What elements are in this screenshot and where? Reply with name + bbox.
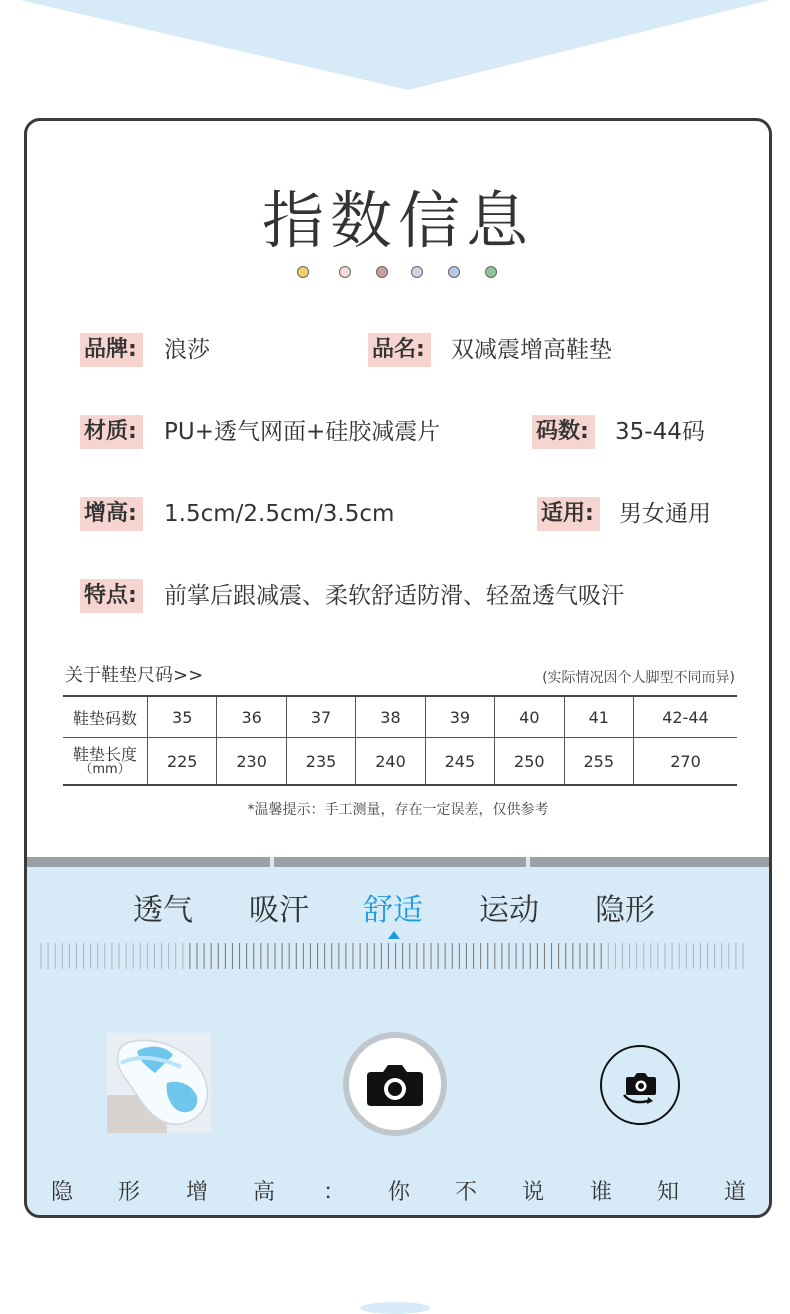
bottom-decoration bbox=[360, 1302, 430, 1314]
size-cell: 42-44 bbox=[633, 696, 737, 738]
length-cell: 235 bbox=[286, 738, 355, 786]
color-dot bbox=[376, 266, 388, 278]
size-cell: 36 bbox=[217, 696, 286, 738]
size-cell: 37 bbox=[286, 696, 355, 738]
length-cell: 240 bbox=[356, 738, 425, 786]
shutter-face bbox=[349, 1038, 441, 1130]
slogan-char: 谁 bbox=[590, 1180, 613, 1205]
length-cell: 245 bbox=[425, 738, 494, 786]
feature-label: 特点: bbox=[80, 579, 143, 613]
material-value: PU+透气网面+硅胶减震片 bbox=[164, 419, 441, 445]
mode-sport[interactable]: 运动 bbox=[479, 893, 539, 928]
length-cell: 270 bbox=[670, 751, 701, 771]
height-label: 增高: bbox=[80, 497, 143, 531]
size-row bbox=[63, 696, 737, 738]
camera-switch-icon bbox=[602, 1047, 678, 1123]
insole-image bbox=[107, 1033, 211, 1133]
size-row-header: 鞋垫码数 bbox=[63, 696, 148, 738]
slogan-char: 增 bbox=[186, 1180, 209, 1205]
material-label: 材质: bbox=[80, 415, 143, 449]
fit-label: 适用: bbox=[537, 497, 600, 531]
slogan-char: 形 bbox=[118, 1180, 141, 1205]
color-dots bbox=[27, 266, 769, 280]
segment bbox=[530, 857, 769, 867]
shutter-button[interactable] bbox=[343, 1032, 447, 1136]
height-value: 1.5cm/2.5cm/3.5cm bbox=[164, 501, 395, 527]
camera-panel bbox=[27, 857, 769, 1215]
feature-value: 前掌后跟减震、柔软舒适防滑、轻盈透气吸汗 bbox=[164, 583, 624, 609]
slogan-char: 隐 bbox=[51, 1180, 74, 1205]
slogan-char: 高 bbox=[253, 1180, 276, 1205]
color-dot bbox=[339, 266, 351, 278]
segment-bar bbox=[27, 857, 769, 867]
measurement-tip: *温馨提示：手工测量，存在一定误差，仅供参考 bbox=[247, 802, 549, 818]
slogan-char: 道 bbox=[724, 1180, 747, 1205]
size-cell: 40 bbox=[495, 696, 564, 738]
brand-value: 浪莎 bbox=[164, 337, 210, 363]
size-value: 35-44码 bbox=[615, 419, 705, 445]
brand-label: 品牌: bbox=[80, 333, 143, 367]
length-cell: 230 bbox=[217, 738, 286, 786]
segment bbox=[274, 857, 526, 867]
name-label: 品名: bbox=[368, 333, 431, 367]
camera-icon bbox=[349, 1038, 441, 1130]
size-cell: 38 bbox=[356, 696, 425, 738]
gallery-thumbnail[interactable] bbox=[107, 1033, 211, 1133]
length-row bbox=[63, 738, 737, 786]
size-cell: 35 bbox=[148, 696, 217, 738]
mode-invisible[interactable]: 隐形 bbox=[595, 893, 655, 928]
length-cell: 250 bbox=[495, 738, 564, 786]
top-banner-chevron bbox=[0, 0, 790, 92]
slogan-char: 你 bbox=[388, 1180, 411, 1205]
slogan-char: 知 bbox=[657, 1180, 680, 1205]
slogan bbox=[27, 1175, 769, 1205]
mode-breathable[interactable]: 透气 bbox=[133, 893, 193, 928]
fit-value: 男女通用 bbox=[619, 501, 711, 527]
segment bbox=[27, 857, 270, 867]
color-dot bbox=[297, 266, 309, 278]
switch-camera-button[interactable] bbox=[600, 1045, 680, 1125]
size-cell: 41 bbox=[564, 696, 633, 738]
size-chart-heading: 关于鞋垫尺码>> bbox=[65, 665, 204, 686]
slogan-char: 说 bbox=[522, 1180, 545, 1205]
name-value: 双减震增高鞋垫 bbox=[451, 337, 612, 363]
zoom-ruler[interactable] bbox=[39, 943, 745, 969]
color-dot bbox=[411, 266, 423, 278]
slogan-char: ： bbox=[323, 1180, 346, 1205]
size-cell: 39 bbox=[425, 696, 494, 738]
color-dot bbox=[485, 266, 497, 278]
page-title: 指数信息 bbox=[261, 184, 534, 257]
length-cell: 255 bbox=[564, 738, 633, 786]
size-table bbox=[63, 695, 737, 786]
slogan-char: 不 bbox=[455, 1180, 478, 1205]
mode-comfort[interactable]: 舒适 bbox=[363, 893, 423, 928]
info-card bbox=[24, 118, 772, 1218]
mode-selector bbox=[27, 885, 769, 929]
length-header-text: 鞋垫长度 bbox=[72, 745, 137, 764]
length-unit: （mm） bbox=[79, 762, 131, 777]
size-chart-note: (实际情况因个人脚型不同而异) bbox=[542, 670, 735, 686]
color-dot bbox=[448, 266, 460, 278]
length-row-header bbox=[63, 738, 148, 786]
size-label: 码数: bbox=[532, 415, 595, 449]
active-mode-marker bbox=[388, 931, 400, 939]
length-cell: 225 bbox=[148, 738, 217, 786]
mode-absorb[interactable]: 吸汗 bbox=[249, 893, 309, 928]
